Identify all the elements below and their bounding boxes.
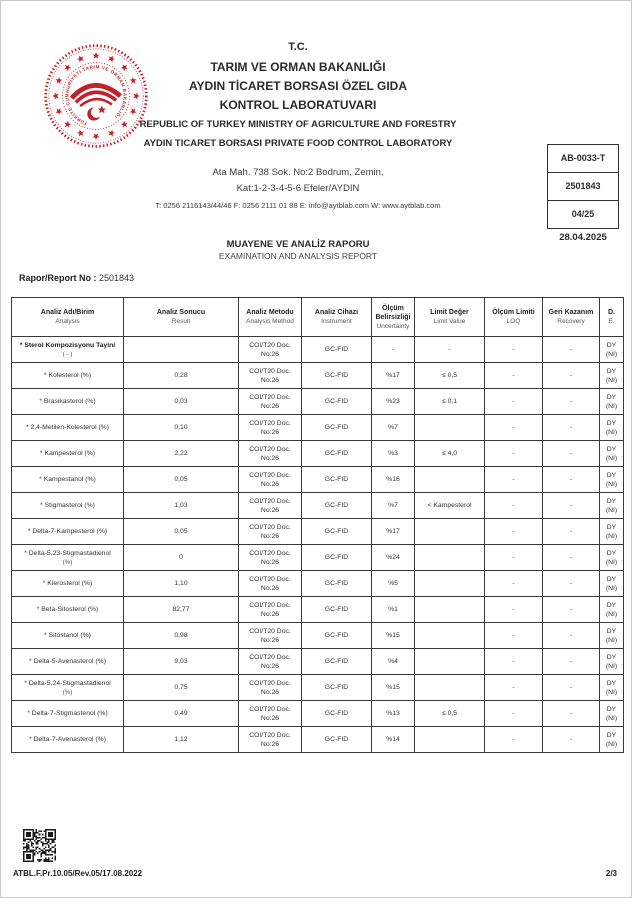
col-recovery: Geri Kazanım Recovery	[543, 298, 600, 337]
uncertainty-cell: %5	[372, 571, 415, 597]
method-cell: COI/T20 Doc. No:26	[239, 623, 302, 649]
analyte-name-cell: * Delta-7-Avenasterol (%)	[12, 727, 124, 753]
letterhead	[11, 41, 585, 153]
accreditation-no-box: AB-0033-T	[560, 153, 606, 163]
analysis-row	[12, 597, 624, 623]
analyte-name-cell: * Kolesterol (%)	[12, 363, 124, 389]
report-number-line	[19, 273, 134, 283]
de-cell: DY (NI)	[600, 597, 624, 623]
recovery-cell: -	[543, 623, 600, 649]
loq-cell: -	[485, 389, 543, 415]
analysis-row	[12, 727, 624, 753]
recovery-cell: -	[543, 493, 600, 519]
limit-cell	[415, 727, 485, 753]
result-cell: 0,75	[124, 675, 239, 701]
instrument-cell: GC-FID	[302, 649, 372, 675]
page-number: 2/3	[605, 869, 617, 878]
result-cell: 82,77	[124, 597, 239, 623]
result-cell: 1,10	[124, 571, 239, 597]
result-cell: 0,10	[124, 415, 239, 441]
method-cell: COI/T20 Doc. No:26	[239, 727, 302, 753]
limit-cell	[415, 623, 485, 649]
analysis-row	[12, 649, 624, 675]
method-cell: COI/T20 Doc. No:26	[239, 493, 302, 519]
analysis-row	[12, 441, 624, 467]
uncertainty-cell: %7	[372, 493, 415, 519]
instrument-cell: GC-FID	[302, 363, 372, 389]
limit-cell	[415, 519, 485, 545]
limit-cell	[415, 675, 485, 701]
result-cell	[124, 337, 239, 363]
method-cell: COI/T20 Doc. No:26	[239, 571, 302, 597]
uncertainty-cell: %7	[372, 415, 415, 441]
analyte-name-cell: * Sterol Kompozisyonu Tayini ( - )	[12, 337, 124, 363]
analysis-row	[12, 545, 624, 571]
analysis-row	[12, 337, 624, 363]
de-cell: DY (NI)	[600, 545, 624, 571]
loq-cell: -	[485, 675, 543, 701]
result-cell: 1,03	[124, 493, 239, 519]
instrument-cell: GC-FID	[302, 701, 372, 727]
uncertainty-cell: %14	[372, 727, 415, 753]
method-cell: COI/T20 Doc. No:26	[239, 467, 302, 493]
uncertainty-cell: %3	[372, 441, 415, 467]
instrument-cell: GC-FID	[302, 389, 372, 415]
analyte-name-cell: * Brasikasterol (%)	[12, 389, 124, 415]
analyte-name-cell: * Delta-5,24-Stigmastadienol (%)	[12, 675, 124, 701]
method-cell: COI/T20 Doc. No:26	[239, 519, 302, 545]
limit-cell: -	[415, 337, 485, 363]
loq-cell: -	[485, 571, 543, 597]
recovery-cell: -	[543, 727, 600, 753]
uncertainty-cell: %24	[372, 545, 415, 571]
limit-cell	[415, 415, 485, 441]
col-loq: Ölçüm Limiti LOQ	[485, 298, 543, 337]
info-boxes	[547, 144, 619, 229]
instrument-cell: GC-FID	[302, 519, 372, 545]
result-cell: 2,22	[124, 441, 239, 467]
de-cell: DY (NI)	[600, 675, 624, 701]
analyte-name-cell: * Delta-7-Kampesterol (%)	[12, 519, 124, 545]
de-cell: DY (NI)	[600, 441, 624, 467]
report-number-value: 2501843	[99, 273, 135, 283]
col-instrument: Analiz Cihazı Instrument	[302, 298, 372, 337]
instrument-cell: GC-FID	[302, 415, 372, 441]
de-cell: DY (NI)	[600, 337, 624, 363]
address-line-1: Ata Mah. 738 Sok. No:2 Bodrum, Zemin,	[212, 167, 384, 178]
col-method: Analiz Metodu Analysis Method	[239, 298, 302, 337]
recovery-cell: -	[543, 363, 600, 389]
lab-title-tr-2: KONTROL LABORATUVARI	[219, 98, 377, 112]
analyte-name-cell: * Klerosterol (%)	[12, 571, 124, 597]
col-de: D. E.	[600, 298, 624, 337]
recovery-cell: -	[543, 415, 600, 441]
de-cell: DY (NI)	[600, 493, 624, 519]
uncertainty-cell: %13	[372, 701, 415, 727]
instrument-cell: GC-FID	[302, 337, 372, 363]
result-cell: 0,98	[124, 623, 239, 649]
col-result: Analiz Sonucu Result	[124, 298, 239, 337]
method-cell: COI/T20 Doc. No:26	[239, 415, 302, 441]
address-block	[11, 165, 585, 210]
method-cell: COI/T20 Doc. No:26	[239, 597, 302, 623]
loq-cell: -	[485, 363, 543, 389]
analyte-name-cell: * Delta-7-Stigmastenol (%)	[12, 701, 124, 727]
recovery-cell: -	[543, 337, 600, 363]
result-cell: 0,05	[124, 519, 239, 545]
limit-cell: ≤ 0,1	[415, 389, 485, 415]
loq-cell: -	[485, 649, 543, 675]
analysis-row	[12, 519, 624, 545]
method-cell: COI/T20 Doc. No:26	[239, 675, 302, 701]
method-cell: COI/T20 Doc. No:26	[239, 441, 302, 467]
recovery-cell: -	[543, 571, 600, 597]
document-code: ATBL.F.Pr.10.05/Rev.05/17.08.2022	[13, 869, 143, 878]
table-header-row	[12, 298, 624, 337]
uncertainty-cell: %15	[372, 623, 415, 649]
recovery-cell: -	[543, 467, 600, 493]
recovery-cell: -	[543, 701, 600, 727]
analyte-name-cell: * Sitostanol (%)	[12, 623, 124, 649]
col-uncertainty: Ölçüm Belirsizliği Uncertainty	[372, 298, 415, 337]
contact-line: T: 0256 2116143/44/46 F: 0256 2111 01 88 E: info@aytblab.com W: www.aytblab.com	[155, 201, 441, 210]
limit-cell	[415, 467, 485, 493]
instrument-cell: GC-FID	[302, 441, 372, 467]
result-cell: 0,03	[124, 389, 239, 415]
analysis-row	[12, 701, 624, 727]
report-title-tr: MUAYENE VE ANALİZ RAPORU	[226, 239, 370, 250]
analyte-name-cell: * Stigmasterol (%)	[12, 493, 124, 519]
method-cell: COI/T20 Doc. No:26	[239, 701, 302, 727]
de-cell: DY (NI)	[600, 519, 624, 545]
limit-cell: ≤ 4,0	[415, 441, 485, 467]
report-date: 28.04.2025	[559, 232, 607, 243]
limit-cell	[415, 545, 485, 571]
result-cell: 0	[124, 545, 239, 571]
uncertainty-cell: -	[372, 337, 415, 363]
de-cell: DY (NI)	[600, 623, 624, 649]
analyte-name-cell: * Beta-Sitosterol (%)	[12, 597, 124, 623]
uncertainty-cell: %1	[372, 597, 415, 623]
uncertainty-cell: %23	[372, 389, 415, 415]
analysis-row	[12, 675, 624, 701]
report-title	[11, 239, 585, 261]
col-analysis: Analiz Adı/Birim Analysis	[12, 298, 124, 337]
loq-cell: -	[485, 415, 543, 441]
method-cell: COI/T20 Doc. No:26	[239, 337, 302, 363]
report-no-box: 2501843	[548, 172, 618, 200]
limit-cell	[415, 649, 485, 675]
limit-cell: ≤ 0,5	[415, 363, 485, 389]
method-cell: COI/T20 Doc. No:26	[239, 545, 302, 571]
loq-cell: -	[485, 337, 543, 363]
result-cell: 0,28	[124, 363, 239, 389]
qr-code	[23, 829, 56, 862]
instrument-cell: GC-FID	[302, 727, 372, 753]
uncertainty-cell: %17	[372, 363, 415, 389]
limit-cell	[415, 597, 485, 623]
de-cell: DY (NI)	[600, 571, 624, 597]
analysis-table	[11, 297, 624, 753]
recovery-cell: -	[543, 545, 600, 571]
report-number-label: Rapor/Report No :	[19, 273, 97, 283]
address-line-2: Kat:1-2-3-4-5-6 Efeler/AYDIN	[236, 183, 360, 194]
emblem-circular-text: TÜRKİYE CUMHURİYETİ TARIM VE ORMAN BAKANLIĞI	[64, 64, 128, 127]
limit-cell: < Kampesterol	[415, 493, 485, 519]
ministry-title-tr: TARIM VE ORMAN BAKANLIĞI	[210, 60, 386, 74]
loq-cell: -	[485, 727, 543, 753]
loq-cell: -	[485, 519, 543, 545]
uncertainty-cell: %16	[372, 467, 415, 493]
analyte-name-cell: * Kampestanol (%)	[12, 467, 124, 493]
period-box: 04/25	[548, 200, 618, 228]
loq-cell: -	[485, 623, 543, 649]
uncertainty-cell: %15	[372, 675, 415, 701]
analysis-row	[12, 493, 624, 519]
analysis-row	[12, 415, 624, 441]
instrument-cell: GC-FID	[302, 467, 372, 493]
loq-cell: -	[485, 441, 543, 467]
de-cell: DY (NI)	[600, 389, 624, 415]
instrument-cell: GC-FID	[302, 675, 372, 701]
loq-cell: -	[485, 467, 543, 493]
de-cell: DY (NI)	[600, 415, 624, 441]
analysis-row	[12, 389, 624, 415]
tc-line: T.C.	[288, 41, 308, 53]
method-cell: COI/T20 Doc. No:26	[239, 649, 302, 675]
analysis-row	[12, 623, 624, 649]
analyte-name-cell: * Delta-5-Avenasterol (%)	[12, 649, 124, 675]
method-cell: COI/T20 Doc. No:26	[239, 363, 302, 389]
de-cell: DY (NI)	[600, 467, 624, 493]
recovery-cell: -	[543, 597, 600, 623]
result-cell: 0,49	[124, 701, 239, 727]
uncertainty-cell: %4	[372, 649, 415, 675]
result-cell: 9,03	[124, 649, 239, 675]
loq-cell: -	[485, 545, 543, 571]
limit-cell	[415, 571, 485, 597]
report-title-en: EXAMINATION AND ANALYSIS REPORT	[218, 251, 378, 261]
analysis-row	[12, 467, 624, 493]
analyte-name-cell: * 2,4-Metilen-Kolesterol (%)	[12, 415, 124, 441]
method-cell: COI/T20 Doc. No:26	[239, 389, 302, 415]
analyte-name-cell: * Delta-5,23-Stigmastadienol (%)	[12, 545, 124, 571]
analysis-row	[12, 363, 624, 389]
recovery-cell: -	[543, 649, 600, 675]
de-cell: DY (NI)	[600, 649, 624, 675]
instrument-cell: GC-FID	[302, 545, 372, 571]
loq-cell: -	[485, 597, 543, 623]
instrument-cell: GC-FID	[302, 493, 372, 519]
result-cell: 0,05	[124, 467, 239, 493]
recovery-cell: -	[543, 519, 600, 545]
analysis-row	[12, 571, 624, 597]
recovery-cell: -	[543, 389, 600, 415]
de-cell: DY (NI)	[600, 363, 624, 389]
col-limit: Limit Değer Limit Value	[415, 298, 485, 337]
ministry-title-en: REPUBLIC OF TURKEY MINISTRY OF AGRICULTURE AND FORESTRY	[139, 119, 457, 130]
limit-cell: ≤ 0,5	[415, 701, 485, 727]
lab-title-tr-1: AYDIN TİCARET BORSASI ÖZEL GIDA	[188, 79, 408, 93]
instrument-cell: GC-FID	[302, 597, 372, 623]
loq-cell: -	[485, 701, 543, 727]
instrument-cell: GC-FID	[302, 623, 372, 649]
lab-title-en: AYDIN TICARET BORSASI PRIVATE FOOD CONTROL LABORATORY	[143, 138, 453, 149]
recovery-cell: -	[543, 675, 600, 701]
de-cell: DY (NI)	[600, 701, 624, 727]
result-cell: 1,12	[124, 727, 239, 753]
loq-cell: -	[485, 493, 543, 519]
de-cell: DY (NI)	[600, 727, 624, 753]
instrument-cell: GC-FID	[302, 571, 372, 597]
uncertainty-cell: %17	[372, 519, 415, 545]
recovery-cell: -	[543, 441, 600, 467]
analyte-name-cell: * Kampesterol (%)	[12, 441, 124, 467]
